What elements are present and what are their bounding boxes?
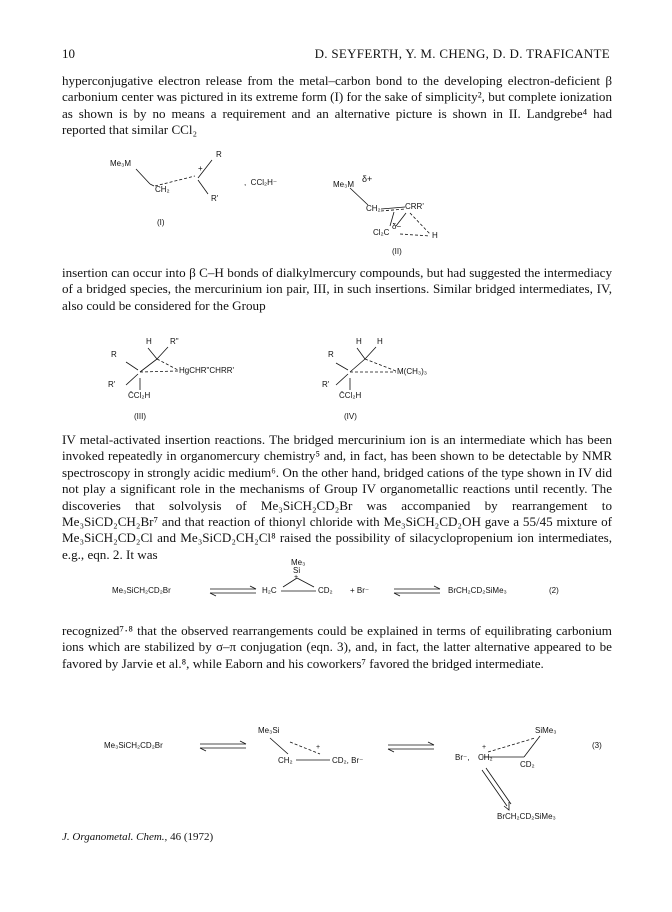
eq3-br: Br⁻, bbox=[455, 753, 470, 762]
eq3-plus-b: + bbox=[482, 744, 487, 751]
page-header bbox=[62, 46, 610, 64]
s4-h1: H bbox=[356, 337, 362, 346]
s1-metal: Me₃M bbox=[110, 159, 132, 168]
s4-rp: R' bbox=[322, 380, 330, 389]
eq3-cd2b: CD₂ bbox=[520, 760, 535, 769]
s3-r: R bbox=[111, 350, 117, 359]
eq3-plus: + bbox=[316, 744, 321, 751]
eq2-me3: Me₃ bbox=[291, 558, 306, 567]
paragraph-2: insertion can occur into β C–H bonds of dialkylmercury compounds, but had suggested the intermediacy of a bridged species, the mercurinium ion pair, III, in such insertions. Similar bridged intermediates, IV, also could be considered for the Group bbox=[62, 265, 612, 313]
s4-ccl: C̄Cl₂H bbox=[339, 391, 362, 400]
eq2-right: BrCH₂CD₂SiMe₃ bbox=[448, 586, 507, 595]
paragraph-1: hyperconjugative electron release from the metal–carbon bond to the developing electron-deficient β carbonium center was pictured in its extreme form (I) for the sake of simplicity², but complete ionization as shown is by no means a requirement and an alternative picture is shown in II. Landgrebe⁴ had reported that similar CCl₂ bbox=[62, 73, 612, 138]
page-number: 10 bbox=[62, 46, 75, 61]
s2-h: H bbox=[432, 231, 438, 240]
s3-h: H bbox=[146, 337, 152, 346]
eq2-number: (2) bbox=[549, 586, 559, 595]
s2-dm: δ− bbox=[392, 222, 402, 231]
s2-ccl2: Cl₂C bbox=[373, 228, 390, 237]
s3-rp: R' bbox=[108, 380, 116, 389]
eq3-me3si: Me₃Si bbox=[258, 726, 280, 735]
s3-label: (III) bbox=[134, 412, 146, 421]
s1-rp: R' bbox=[211, 194, 219, 203]
eq2-br: + Br⁻ bbox=[350, 586, 370, 595]
s3-hg: HgCHR"CHRR' bbox=[179, 366, 235, 375]
eq2-plus: + bbox=[294, 574, 299, 581]
s4-h2: H bbox=[377, 337, 383, 346]
page-footer bbox=[62, 831, 213, 843]
eq2-si: Si bbox=[293, 566, 301, 575]
s1-anion-text: CCl₂H⁻ bbox=[250, 178, 278, 187]
eq3-number: (3) bbox=[592, 741, 602, 750]
paragraph-3: IV metal-activated insertion reactions. The bridged mercurinium ion is an intermediate which has been invoked repeatedly in organomercury chemistry⁵ and, in fact, has been shown to be detectable by NMR spectroscopy in strongly acidic medium⁶. On the other hand, bridged cations of the type shown in IV did not play a significant role in the mechanisms of Group IV organometallic reactions until recently. The discoveries that solvolysis of Me₃SiCH₂CD₂Br was accompanied by rearrangement to Me₃SiCD₂CH₂Br⁷ and that reaction of thionyl chloride with Me₃SiCH₂CD₂OH gave a 55/45 mixture of Me₃SiCH₂CD₂Cl and Me₃SiCD₂CH₂Cl⁸ raised the possibility of silacyclopropenium ion intermediates, e.g., eqn. 2. It was bbox=[62, 432, 612, 562]
s4-r: R bbox=[328, 350, 334, 359]
eq3-left: Me₃SiCH₂CD₂Br bbox=[104, 741, 163, 750]
s2-label: (II) bbox=[392, 247, 402, 256]
s2-crr: CRR' bbox=[405, 202, 424, 211]
s2-charge: δ+ bbox=[362, 174, 373, 184]
s1-anion: , CCl₂H⁻ bbox=[244, 178, 278, 187]
eq2-left: Me₃SiCH₂CD₂Br bbox=[112, 586, 171, 595]
eq3-cd2: CD₂, Br⁻ bbox=[332, 756, 364, 765]
s1-r: R bbox=[216, 150, 222, 159]
journal-name: J. Organometal. Chem., bbox=[62, 831, 168, 843]
s4-label: (IV) bbox=[344, 412, 357, 421]
eq3-product: BrCH₂CD₂SiMe₃ bbox=[497, 812, 556, 821]
s1-label: (I) bbox=[157, 218, 165, 227]
s4-m: M(CH₃)₃ bbox=[397, 367, 428, 376]
s1-ch2: CH₂ bbox=[155, 185, 170, 194]
eq3-ch2b: CH₂ bbox=[478, 753, 493, 762]
s3-ccl: C̄Cl₂H bbox=[128, 391, 151, 400]
running-authors: D. SEYFERTH, Y. M. CHENG, D. D. TRAFICANTE bbox=[314, 46, 610, 61]
journal-volume: 46 (1972) bbox=[170, 831, 214, 843]
eq3-sime3: SiMe₃ bbox=[535, 726, 557, 735]
eq3-ch2: CH₂ bbox=[278, 756, 293, 765]
s3-r2: R" bbox=[170, 337, 179, 346]
s2-ch2: CH₂ bbox=[366, 204, 381, 213]
s1-plus: + bbox=[198, 164, 203, 173]
eq3-arrows-bonds bbox=[0, 0, 1, 1]
paragraph-4: recognized⁷·⁸ that the observed rearrangements could be explained in terms of equilibrating carbonium ions which are stabilized by σ–π conjugation (eqn. 3), and, in fact, the latter alternative appeared to be favored by Jarvie et al.⁸, while Eaborn and his coworkers⁷ favored the bridged intermediate. bbox=[62, 623, 612, 671]
eq2-cd2: CD₂ bbox=[318, 586, 333, 595]
s2-metal: Me₃M bbox=[333, 180, 355, 189]
eq2-h2c: H₂C bbox=[262, 586, 277, 595]
